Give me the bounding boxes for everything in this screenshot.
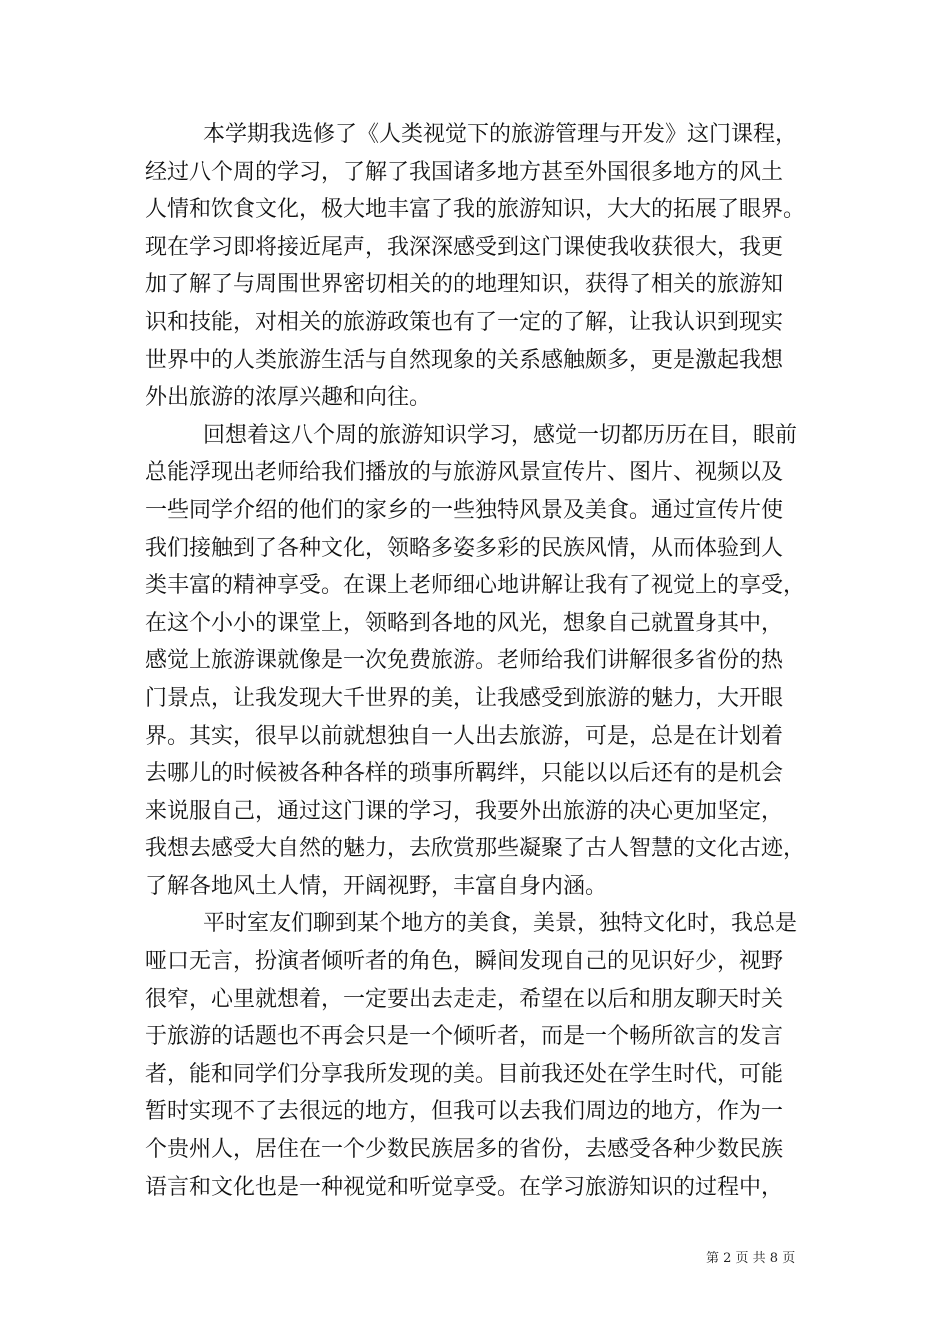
paragraph-1 [145, 116, 815, 417]
paragraph-line: 回想着这八个周的旅游知识学习，感觉一切都历历在目，眼前 [203, 422, 798, 448]
paragraph-line: 识和技能，对相关的旅游政策也有了一定的了解，让我认识到现实 [145, 309, 784, 335]
paragraph-line: 门景点，让我发现大千世界的美，让我感受到旅游的魅力，大开眼 [145, 685, 784, 711]
paragraph-line: 我们接触到了各种文化，领略多姿多彩的民族风情，从而体验到人 [145, 535, 784, 561]
paragraph-line: 来说服自己，通过这门课的学习，我要外出旅游的决心更加坚定， [145, 798, 784, 824]
paragraph-line: 者，能和同学们分享我所发现的美。目前我还处在学生时代，可能 [145, 1061, 784, 1087]
paragraph-3 [145, 905, 815, 1206]
paragraph-line: 语言和文化也是一种视觉和听觉享受。在学习旅游知识的过程中， [145, 1174, 784, 1200]
paragraph-line: 加了解了与周围世界密切相关的的地理知识，获得了相关的旅游知 [145, 272, 784, 298]
paragraph-line: 个贵州人，居住在一个少数民族居多的省份，去感受各种少数民族 [145, 1137, 784, 1163]
paragraph-line: 暂时实现不了去很远的地方，但我可以去我们周边的地方，作为一 [145, 1099, 784, 1125]
paragraph-line: 了解各地风土人情，开阔视野，丰富自身内涵。 [145, 873, 608, 899]
paragraph-line: 外出旅游的浓厚兴趣和向往。 [145, 385, 432, 411]
paragraph-line: 感觉上旅游课就像是一次免费旅游。老师给我们讲解很多省份的热 [145, 648, 784, 674]
paragraph-line: 我想去感受大自然的魅力，去欣赏那些凝聚了古人智慧的文化古迹， [145, 836, 806, 862]
paragraph-line: 世界中的人类旅游生活与自然现象的关系感触颇多，更是激起我想 [145, 347, 784, 373]
paragraph-line: 类丰富的精神享受。在课上老师细心地讲解让我有了视觉上的享受， [145, 573, 806, 599]
paragraph-2 [145, 417, 815, 906]
paragraph-line: 现在学习即将接近尾声，我深深感受到这门课使我收获很大，我更 [145, 234, 784, 260]
paragraph-line: 很窄，心里就想着，一定要出去走走，希望在以后和朋友聊天时关 [145, 986, 784, 1012]
paragraph-line: 哑口无言，扮演者倾听者的角色，瞬间发现自己的见识好少，视野 [145, 949, 784, 975]
paragraph-line: 于旅游的话题也不再会只是一个倾听者，而是一个畅所欲言的发言 [145, 1024, 784, 1050]
paragraph-line: 总能浮现出老师给我们播放的与旅游风景宣传片、图片、视频以及 [145, 460, 784, 486]
paragraph-line: 经过八个周的学习，了解了我国诸多地方甚至外国很多地方的风土 [145, 159, 784, 185]
paragraph-line: 去哪儿的时候被各种各样的琐事所羁绊，只能以以后还有的是机会 [145, 761, 784, 787]
document-body [145, 116, 815, 1206]
paragraph-line: 本学期我选修了《人类视觉下的旅游管理与开发》这门课程， [203, 122, 798, 147]
paragraph-line: 一些同学介绍的他们的家乡的一些独特风景及美食。通过宣传片使 [145, 497, 784, 523]
paragraph-line: 在这个小小的课堂上，领略到各地的风光，想象自己就置身其中， [145, 610, 784, 636]
page-number-footer: 第 2 页 共 8 页 [706, 1251, 796, 1266]
paragraph-line: 界。其实，很早以前就想独自一人出去旅游，可是，总是在计划着 [145, 723, 784, 749]
paragraph-line: 平时室友们聊到某个地方的美食，美景，独特文化时，我总是 [203, 911, 798, 937]
paragraph-line: 人情和饮食文化，极大地丰富了我的旅游知识，大大的拓展了眼界。 [145, 197, 806, 223]
